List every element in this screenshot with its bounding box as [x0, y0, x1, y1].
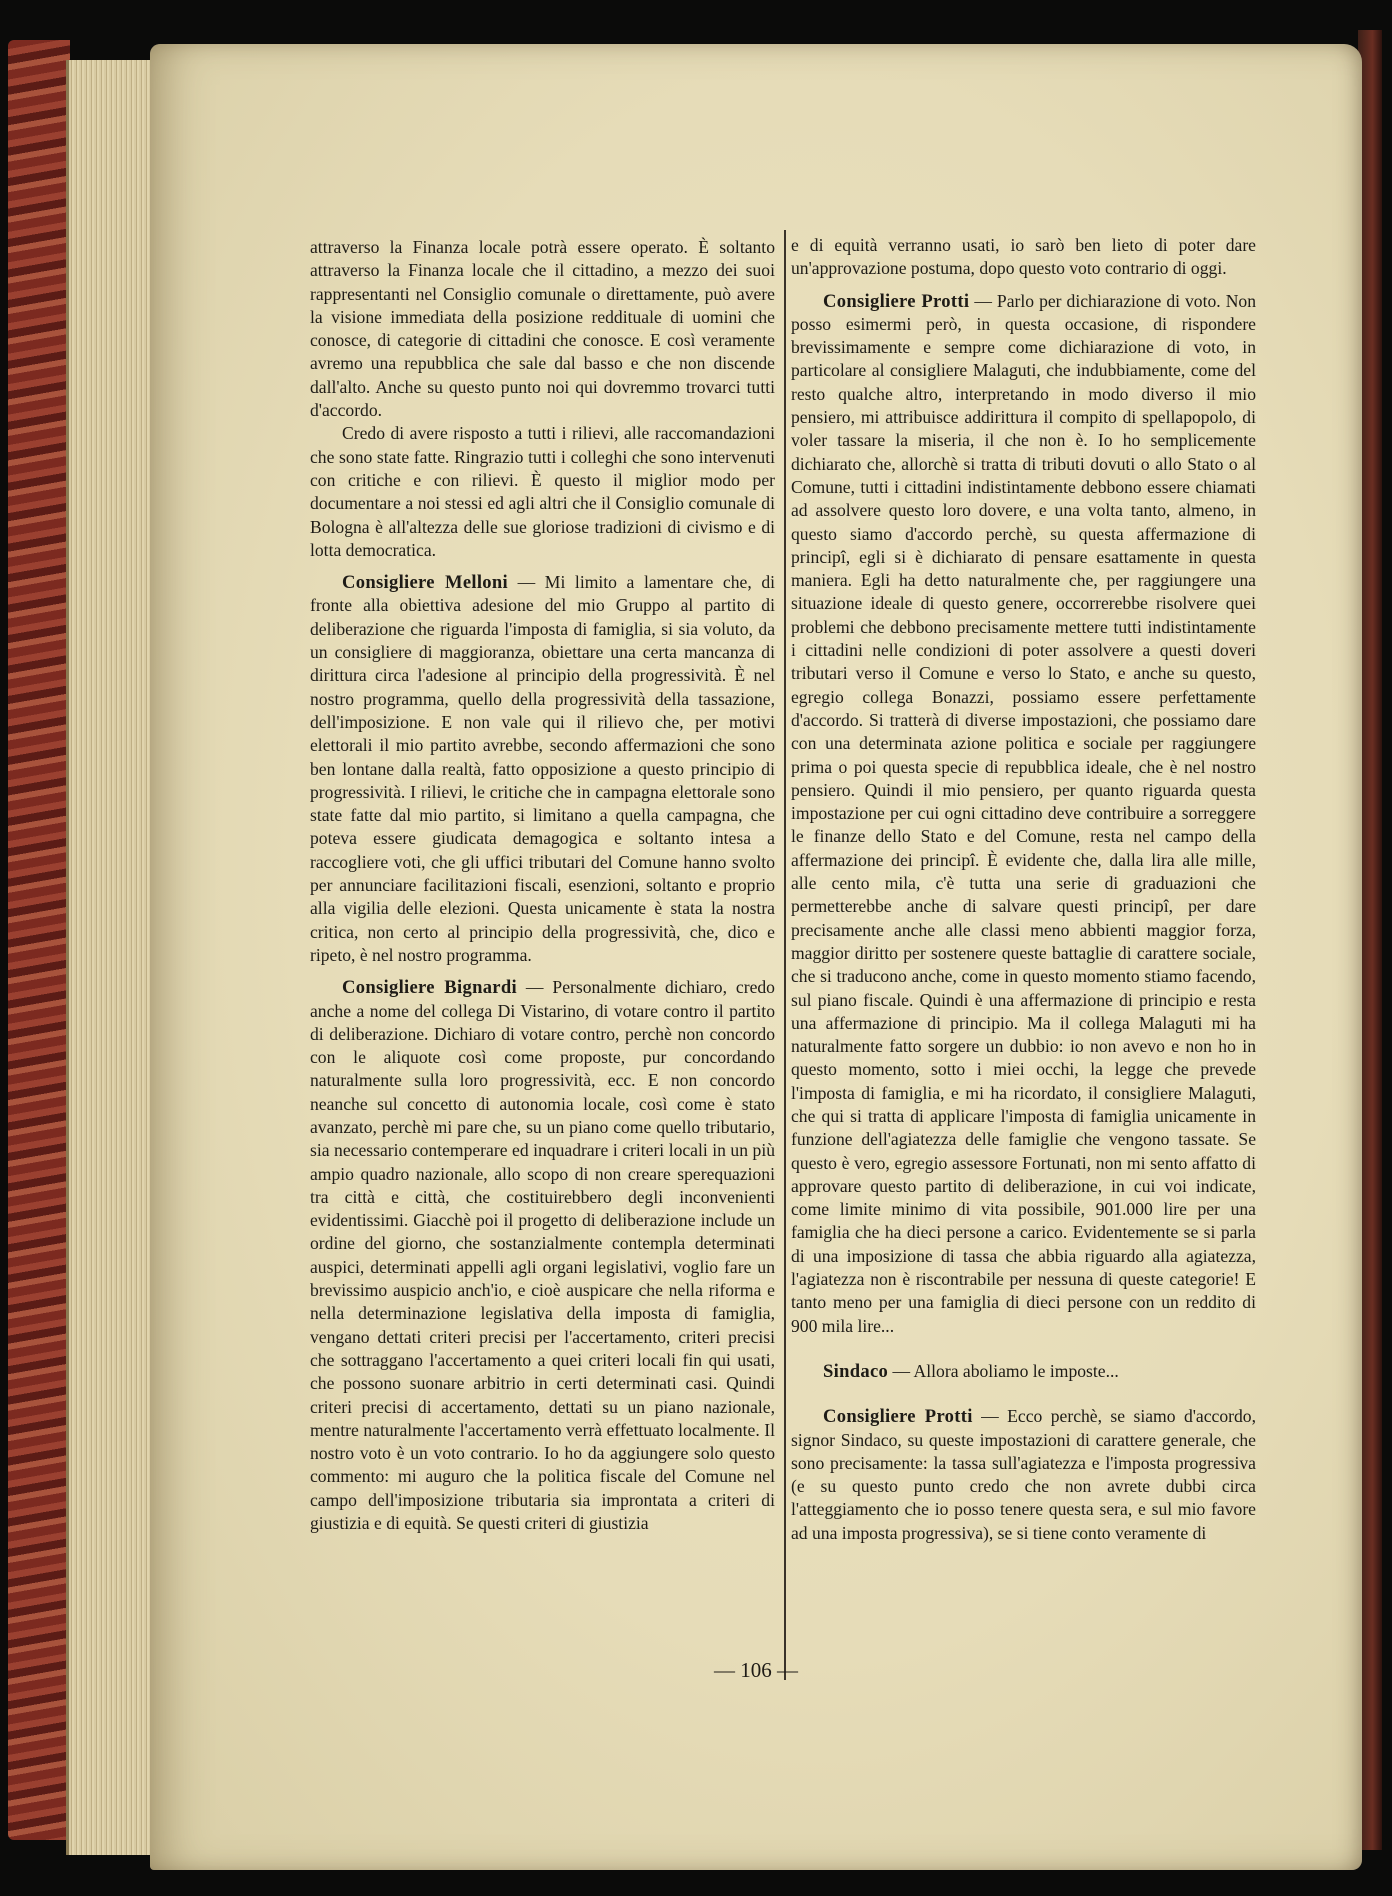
speech-melloni [310, 571, 775, 967]
speaker-name: Consigliere Protti [823, 290, 970, 312]
page-edges [66, 60, 159, 1855]
speech-sindaco [791, 1360, 1256, 1383]
column-divider [784, 230, 786, 1680]
page-number: — 106 — [714, 1658, 798, 1682]
right-column [791, 234, 1256, 1545]
speaker-name: Consigliere Bignardi [342, 977, 517, 999]
speaker-name: Sindaco [823, 1360, 889, 1382]
speech-protti-2 [791, 1405, 1256, 1545]
speech-bignardi [310, 976, 775, 1535]
speaker-name: Consigliere Protti [823, 1406, 973, 1428]
book-cover-left [8, 40, 70, 1840]
speech-text: — Parlo per dichiarazione di voto. Non posso esimermi però, in questa occasione, di rispondere brevissimamente e sempre come dichiarazione di voto, in particolare al consigliere Malaguti, che indubbiamente, come del resto qualche altro, interpretando in modo diverso il mio pensiero, mi attribuisce addirittura il compito di spellapopolo, di voler tassare la miseria, il che non è. Io ho semplicemente dichiarato che, allorchè si tratta di tributi dovuti o allo Stato o al Comune, tutti i cittadini indistintamente debbono essere chiamati ad assolvere questo loro dovere, e una volta tanto, almeno, in questo siamo d'accordo perchè, su questa affermazione di principî, egli si è dichiarato di pensare esattamente in questa maniera. Egli ha detto naturalmente che, per raggiungere una situazione ideale di questo genere, occorrerebbe risolvere quei problemi che debbono precisamente mettere tutti indistintamente i cittadini nelle condizioni di poter assolvere a questi doveri tributari verso il Comune e verso lo Stato, e anche su questo, egregio collega Bonazzi, possiamo essere perfettamente d'accordo. Si tratterà di diverse impostazioni, che possiamo dare con una determinata azione politica e sociale per raggiungere prima o poi questa specie di repubblica ideale, che è nel nostro pensiero. Quindi il mio pensiero, per quanto riguarda questa impostazione per cui ogni cittadino deve contribuire a sorreggere le finanze dello Stato e del Comune, resta nel campo della affermazione dei principî. È evidente che, dalla lira alle mille, alle cento mila, c'è tutta una serie di graduazioni che permetterebbe anche di salvare questi principî, per dare precisamente anche alle classi meno abbienti maggior forza, maggior diritto per sostenere queste battaglie di carattere sociale, che si traducono anche, come in questo momento stiamo facendo, sul piano fiscale. Quindi è una affermazione di principio e resta una affermazione di principio. Ma il collega Malaguti mi ha naturalmente fatto sorgere un dubbio: io non avevo e non ho in questo momento, sotto i miei occhi, la legge che prevede l'imposta di famiglia, e mi ha ricordato, il consigliere Malaguti, che qui si tratta di applicare l'imposta di famiglia unicamente in funzione dell'agiatezza delle famiglie che vengono tassate. Se questo è vero, egregio assessore Fortunati, non mi sento affatto di approvare questo partito di deliberazione, in cui voi indicate, come limite minimo di vita possibile, 901.000 lire per una famiglia che ha dieci persone a carico. Evidentemente se si parla di una imposizione di tassa che abbia riguardo alla agiatezza, l'agiatezza non è riscontrabile per nessuna di queste categorie! E tanto meno per una famiglia di dieci persone con un reddito di 900 mila lire... [791, 290, 1256, 1336]
speech-text: — Personalmente dichiaro, credo anche a nome del collega Di Vistarino, di votare contro il partito di deliberazione. Dichiaro di votare contro, perchè non concordo con le aliquote così come proposte, pur concordando naturalmente sulla loro progressività, ecc. E non concordo neanche sul concetto di autonomia locale, così come è stato avanzato, perchè mi pare che, su un piano come quello tributario, sia necessario contemperare ed inquadrare i criteri locali in un più ampio quadro nazionale, allo scopo di non creare sperequazioni tra città e città, che costituirebbero degli inconvenienti evidentissimi. Giacchè poi il progetto di deliberazione include un ordine del giorno, che sostanzialmente contempla determinati auspici, determinati appelli agli organi legislativi, voglio fare un brevissimo auspicio anch'io, e cioè auspicare che nella riforma e nella determinazione legislativa della imposta di famiglia, vengano dettati criteri precisi per l'accertamento, criteri precisi che sottraggano l'accertamento a quei criteri locali fin qui usati, che possono suonare arbitrio in certi determinati casi. Quindi criteri precisi di accertamento, dettati su un piano nazionale, mentre naturalmente l'accertamento verrà effettuato localmente. Il nostro voto è un voto contrario. Io ho da aggiungere solo questo commento: mi auguro che la politica fiscale del Comune nel campo dell'imposizione tributaria sia improntata a criteri di giustizia e di equità. Se questi criteri di giustizia [310, 977, 775, 1534]
paragraph: Credo di avere risposto a tutti i rilievi, alle raccomandazioni che sono state fatte. Ringrazio tutti i colleghi che sono intervenuti con critiche e con rilievi. È questo il miglior modo per documentare a noi stessi ed agli altri che il Consiglio comunale di Bologna è all'altezza delle sue gloriose tradizioni di civismo e di lotta democratica. [310, 423, 775, 560]
speech-text: — Mi limito a lamentare che, di fronte alla obiettiva adesione del mio Gruppo al partito di deliberazione che riguarda l'imposta di famiglia, si sia voluto, da un consigliere di maggioranza, obiettare una certa mancanza di dirittura circa l'adesione al principio della progressività. È nel nostro programma, quello della progressività della tassazione, dell'imposizione. E non vale qui il rilievo che, per motivi elettorali il mio partito avrebbe, secondo affermazioni che sono ben lontane dalla realtà, fatto opposizione a questo principio di progressività. I rilievi, le critiche che in campagna elettorale sono state fatte dal mio partito, si limitano a quella campagna, che poteva essere giudicata demagogica e soltanto intesa a raccogliere voti, che gli uffici tributari del Comune hanno svolto per annunciare facilitazioni fiscali, esenzioni, soltanto e proprio alla vigilia delle elezioni. Questa unicamente è stata la nostra critica, non certo al principio della progressività, che, dico e ripeto, è nel nostro programma. [310, 572, 776, 965]
paragraph: attraverso la Finanza locale potrà essere operato. È soltanto attraverso la Finanza locale che il cittadino, a mezzo dei suoi rappresentanti nel Consiglio comunale o direttamente, può avere la visione immediata della posizione reddituale di uomini che conosce, di categorie di cittadini che conosce. E così veramente avremo una repubblica che sale dal basso e che non discende dall'alto. Anche su questo punto noi qui dovremmo trovarci tutti d'accordo. [310, 237, 775, 421]
paragraph: e di equità verranno usati, io sarò ben lieto di poter dare un'approvazione postuma, dopo questo voto contrario di oggi. [791, 235, 1256, 279]
speech-protti [791, 290, 1256, 1338]
speech-text: — Ecco perchè, se siamo d'accordo, signor Sindaco, su queste impostazioni di carattere generale, che sono precisamente: la tassa sull'agiatezza e l'imposta progressiva (e su questo punto credo che non avrete dubbi circa l'atteggiamento che io posso tenere questa sera, e sul mio favore ad una imposta progressiva), se si tiene conto veramente di [791, 1406, 1256, 1543]
speech-text: — Allora aboliamo le imposte... [888, 1360, 1119, 1381]
speaker-name: Consigliere Melloni [342, 572, 509, 594]
book-page [150, 44, 1362, 1870]
left-column [310, 236, 775, 1535]
